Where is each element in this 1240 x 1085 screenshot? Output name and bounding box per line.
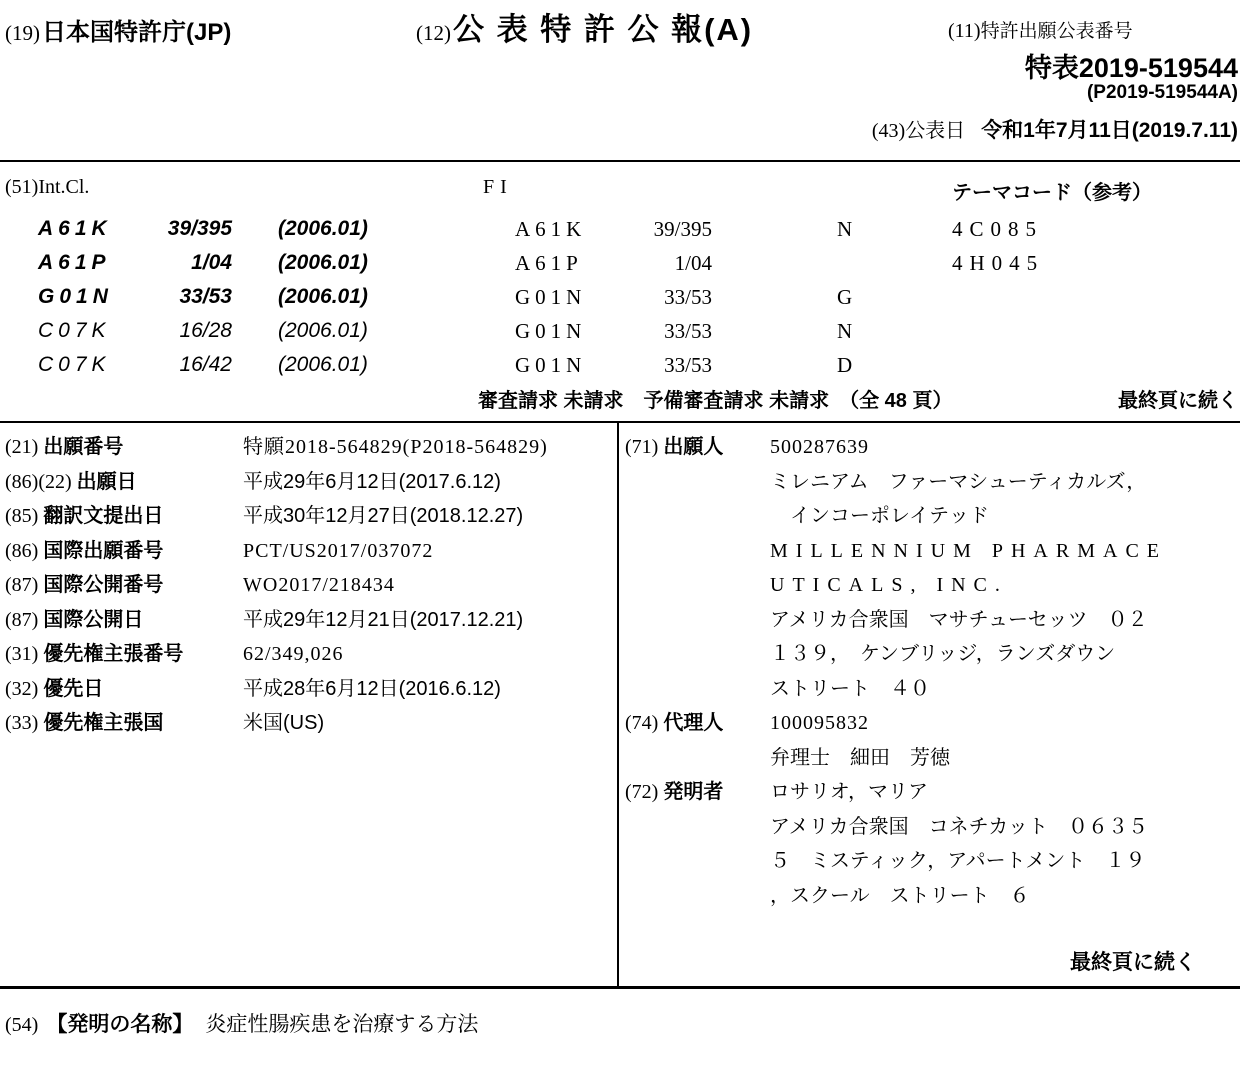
document-type-title: 公 表 特 許 公 報(A) <box>453 12 754 47</box>
publication-number: 特表2019-519544 <box>1024 53 1238 83</box>
intcl-row: A61K 39/395 (2006.01) <box>38 217 368 240</box>
document-type <box>416 4 753 49</box>
rule-top <box>0 160 1240 162</box>
publication-date-row <box>872 114 1238 144</box>
intcl-row: C07K 16/28 (2006.01) <box>38 319 368 342</box>
theme-code: 4H045 <box>952 251 1045 275</box>
fi-row: A61K 39/395 N <box>515 217 853 241</box>
intcl-header: (51)Int.Cl. <box>5 176 90 198</box>
biblio-row: (21) 出願番号 特願2018-564829(P2018-564829) <box>5 436 548 458</box>
publication-date: 令和1年7月11日(2019.7.11) <box>981 119 1238 142</box>
intcl-row: G01N 33/53 (2006.01) <box>38 285 368 308</box>
theme-code-header: テーマコード（参考） <box>952 182 1152 204</box>
inid-19: (19) <box>5 21 40 45</box>
biblio-row: (87) 国際公開番号 WO2017/218434 <box>5 574 395 596</box>
inid-54: (54) <box>5 1014 39 1036</box>
biblio-row: アメリカ合衆国 コネチカット ０６３５ <box>770 815 1148 838</box>
biblio-row: MILLENNIUM PHARMACE <box>770 539 1167 562</box>
fi-table <box>515 212 852 382</box>
biblio-row: ミレニアム ファーマシューティカルズ， <box>770 470 1147 493</box>
continued-note-top: 最終頁に続く <box>1118 390 1238 412</box>
biblio-right-column <box>625 430 1238 913</box>
invention-title-row <box>5 1008 478 1038</box>
biblio-row: (86) 国際出願番号 PCT/US2017/037072 <box>5 539 434 562</box>
fi-row: A61P 1/04 <box>515 251 712 275</box>
biblio-row: １３９， ケンブリッジ，ランズダウン <box>770 643 1116 665</box>
invention-title: 炎症性腸疾患を治療する方法 <box>205 1013 479 1036</box>
rule-middle <box>0 421 1240 423</box>
theme-code: 4C085 <box>952 217 1044 241</box>
issuing-office <box>5 12 231 47</box>
biblio-row: (86)(22) 出願日 平成29年6月12日(2017.6.12) <box>5 470 501 493</box>
request-status: 審査請求 未請求 予備審査請求 未請求 （全 48 頁） <box>478 390 953 412</box>
fi-row: G01N 33/53 G <box>515 285 853 309</box>
biblio-row: (87) 国際公開日 平成29年12月21日(2017.12.21) <box>5 608 524 631</box>
biblio-row: (85) 翻訳文提出日 平成30年12月27日(2018.12.27) <box>5 505 524 527</box>
inid-11: (11) <box>948 20 981 42</box>
biblio-row: ストリート ４０ <box>770 677 930 700</box>
biblio-row: (33) 優先権主張国 米国(US) <box>5 712 325 734</box>
intcl-row: C07K 16/42 (2006.01) <box>38 353 368 376</box>
biblio-row: (32) 優先日 平成28年6月12日(2016.6.12) <box>5 677 501 700</box>
rule-bottom <box>0 986 1240 989</box>
fi-row: G01N 33/53 D <box>515 353 853 377</box>
publication-date-label: 公表日 <box>905 120 966 142</box>
column-divider <box>617 423 619 986</box>
fi-header: FI <box>483 176 513 198</box>
invention-title-label: 【発明の名称】 <box>46 1013 194 1036</box>
publication-number-caption: 特許出願公表番号 <box>980 21 1133 42</box>
biblio-row: ，スクール ストリート ６ <box>770 884 1030 907</box>
fi-row: G01N 33/53 N <box>515 319 853 343</box>
biblio-row: (31) 優先権主張番号 62/349,026 <box>5 643 344 665</box>
publication-number-paren: (P2019-519544A) <box>1086 82 1238 103</box>
biblio-row: (72) 発明者 ロサリオ，マリア <box>625 781 928 803</box>
inid-43: (43) <box>871 120 906 142</box>
continued-note-bottom: 最終頁に続く <box>1070 951 1196 974</box>
inid-12: (12) <box>416 21 451 45</box>
biblio-left-column <box>5 430 611 741</box>
publication-number-label <box>948 16 1133 43</box>
biblio-row: 弁理士 細田 芳徳 <box>770 746 950 769</box>
intcl-row: A61P 1/04 (2006.01) <box>38 251 368 274</box>
theme-codes <box>952 212 1044 280</box>
biblio-row: ５ ミスティック，アパートメント １９ <box>770 850 1146 872</box>
biblio-row: インコーポレイテッド <box>770 505 989 527</box>
biblio-row: UTICALS, INC. <box>770 574 1008 596</box>
biblio-row: (71) 出願人 500287639 <box>625 436 869 458</box>
biblio-row: (74) 代理人 100095832 <box>625 712 869 734</box>
office-name: 日本国特許庁(JP) <box>42 19 232 46</box>
examination-request-line <box>478 384 1238 413</box>
biblio-row: アメリカ合衆国 マサチューセッツ ０２ <box>770 608 1148 631</box>
intcl-table <box>38 212 368 382</box>
